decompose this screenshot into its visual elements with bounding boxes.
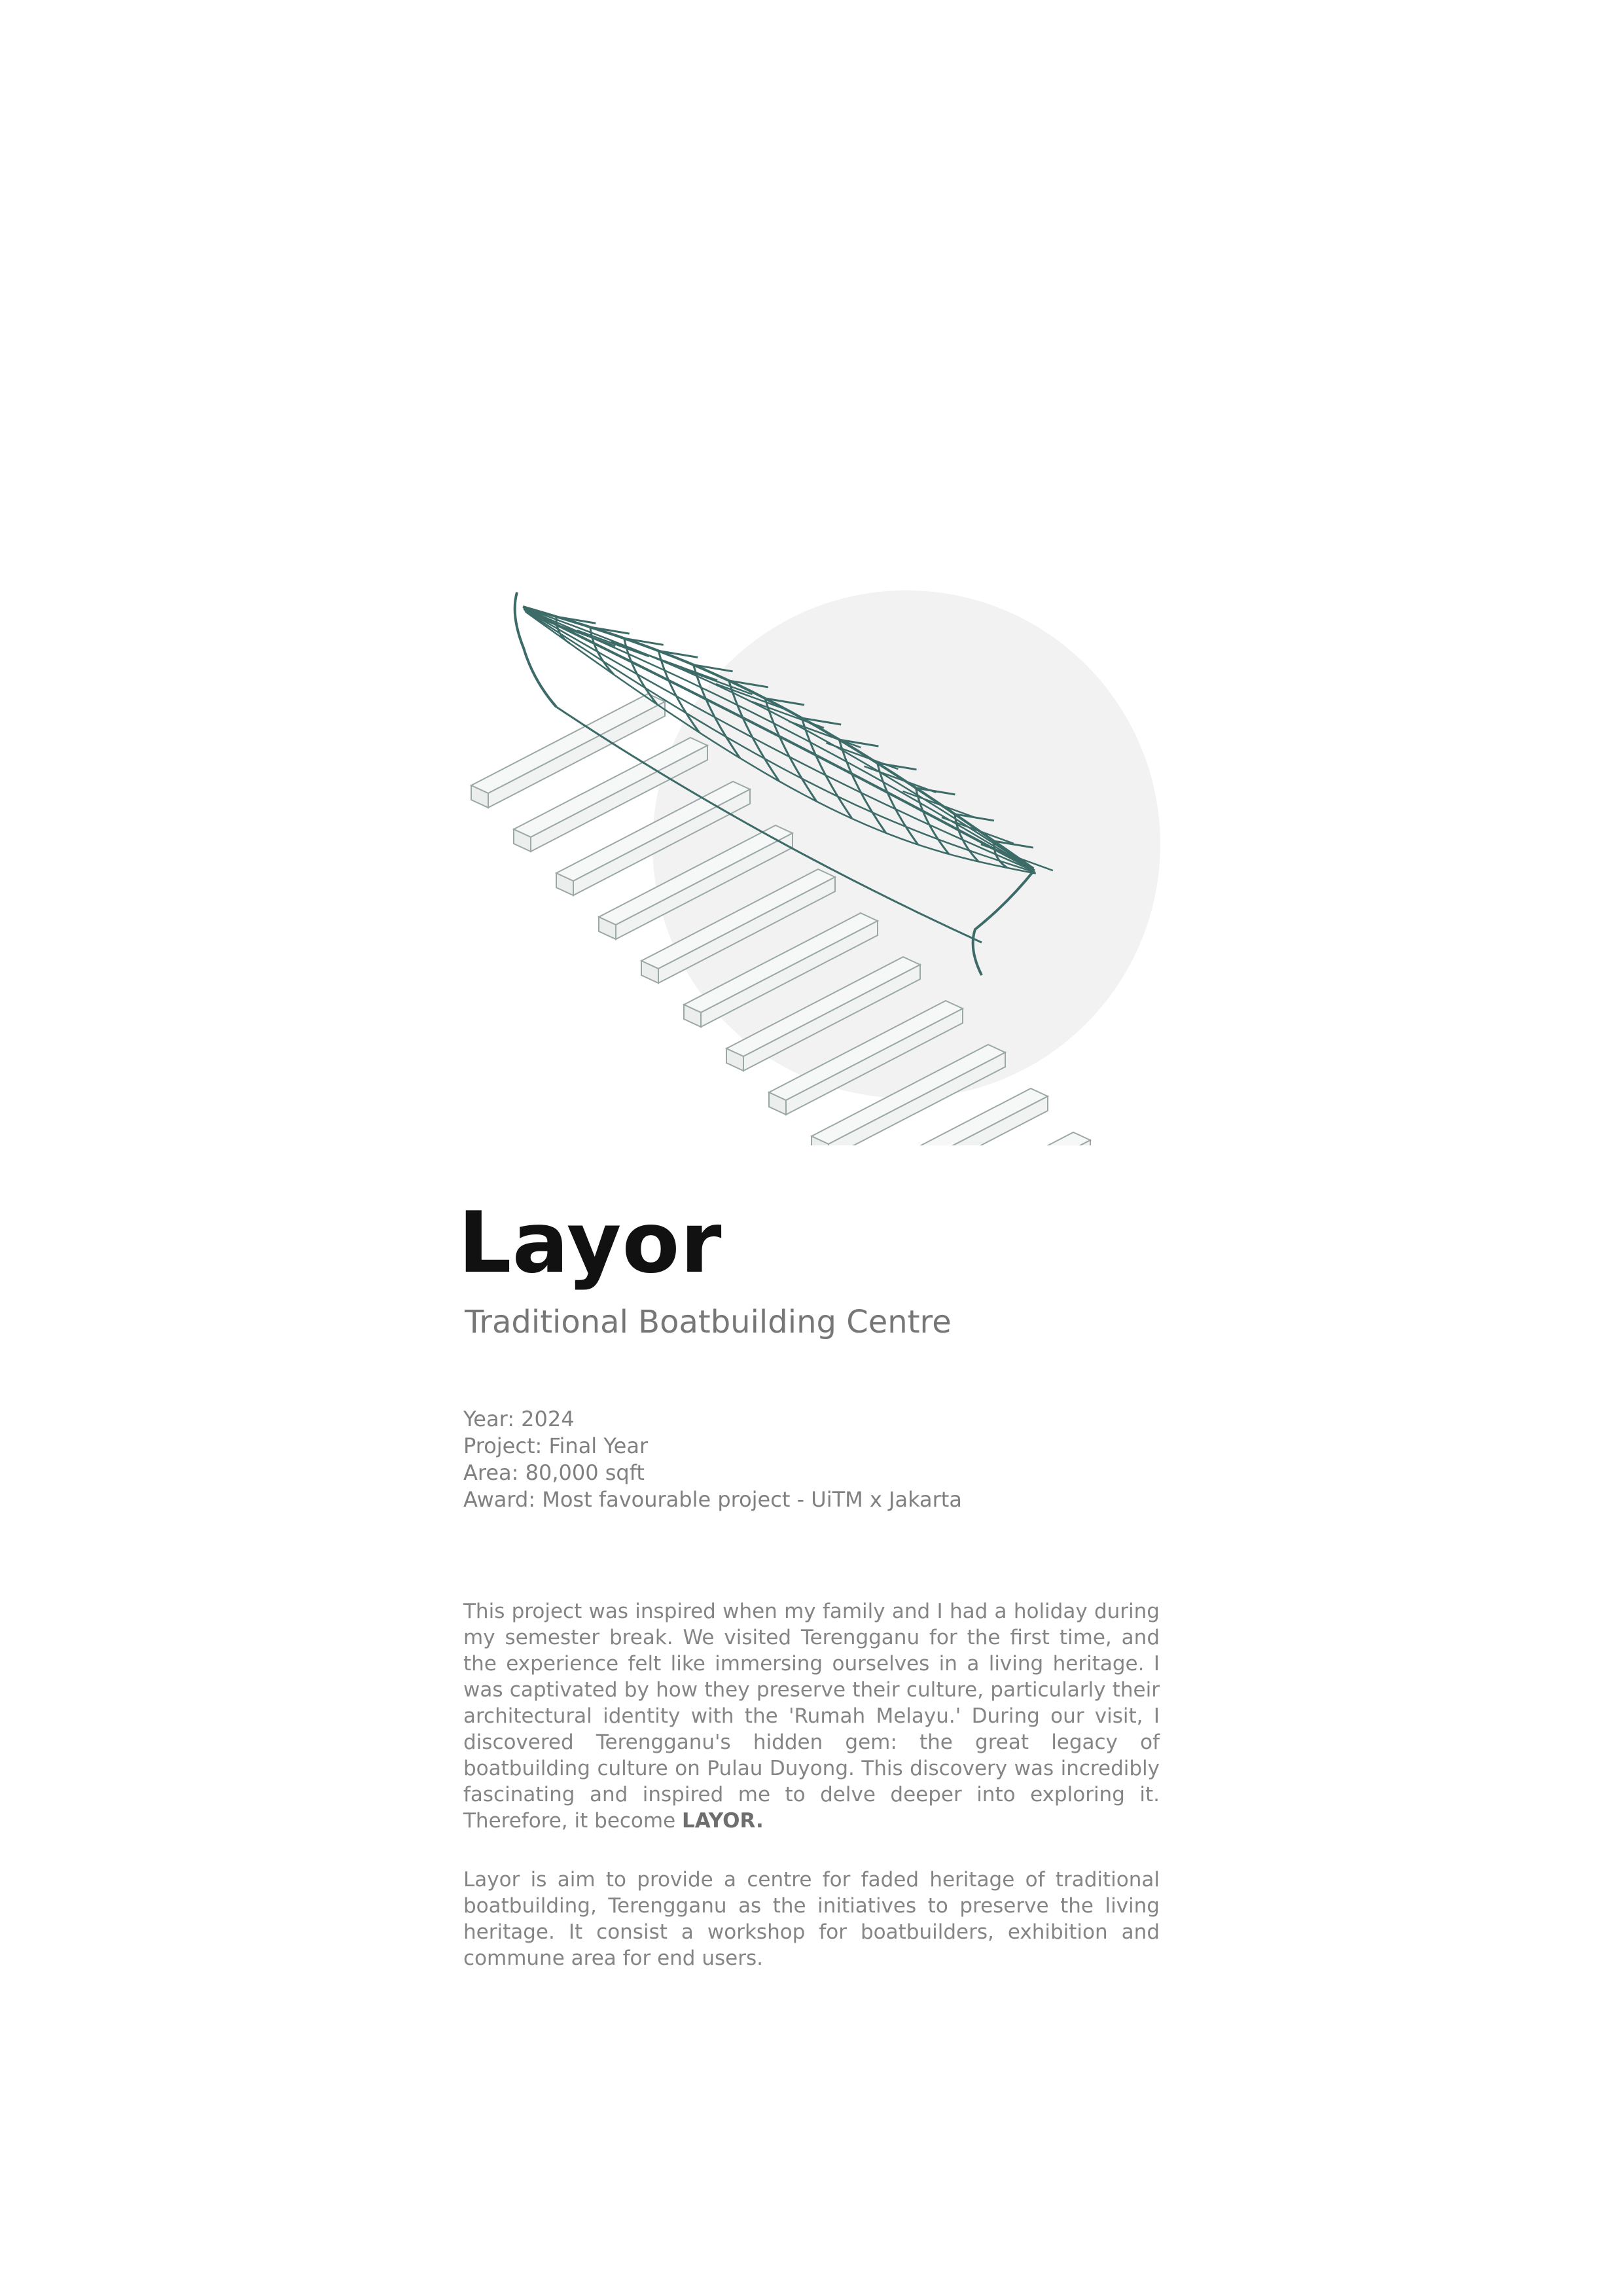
detail-year: Year: 2024 xyxy=(463,1407,575,1431)
detail-area: Area: 80,000 sqft xyxy=(463,1460,645,1485)
detail-project: Project: Final Year xyxy=(463,1433,649,1458)
paragraph-1-emphasis: LAYOR. xyxy=(682,1809,764,1833)
project-subtitle: Traditional Boatbuilding Centre xyxy=(465,1304,952,1340)
paragraph-1-text: This project was inspired when my family and I had a holiday during my semester break. We visited Terengganu for the first time, and the experience felt like immersing ourselves in a living heritage. I was captivated by how they preserve their culture, particularly their architectural identity with the 'Rumah Melayu.' During our visit, I discovered Terengganu's hidden gem: the great legacy of boatbuilding culture on Pulau Duyong. This discovery was incredibly fascinating and inspired me to delve deeper into exploring it. Therefore, it become xyxy=(463,1600,1160,1833)
boat-illustration xyxy=(0,0,1623,1145)
project-details xyxy=(463,1406,962,1513)
description-paragraph-1 xyxy=(463,1598,1160,1834)
project-title: Layor xyxy=(458,1194,722,1292)
detail-award: Award: Most favourable project - UiTM x Jakarta xyxy=(463,1487,962,1512)
description-paragraph-2: Layor is aim to provide a centre for faded heritage of traditional boatbuilding, Terengganu as the initiatives to preserve the living heritage. It consist a workshop for boatbuilders, exhibition and commune area for end users. xyxy=(463,1868,1160,1970)
